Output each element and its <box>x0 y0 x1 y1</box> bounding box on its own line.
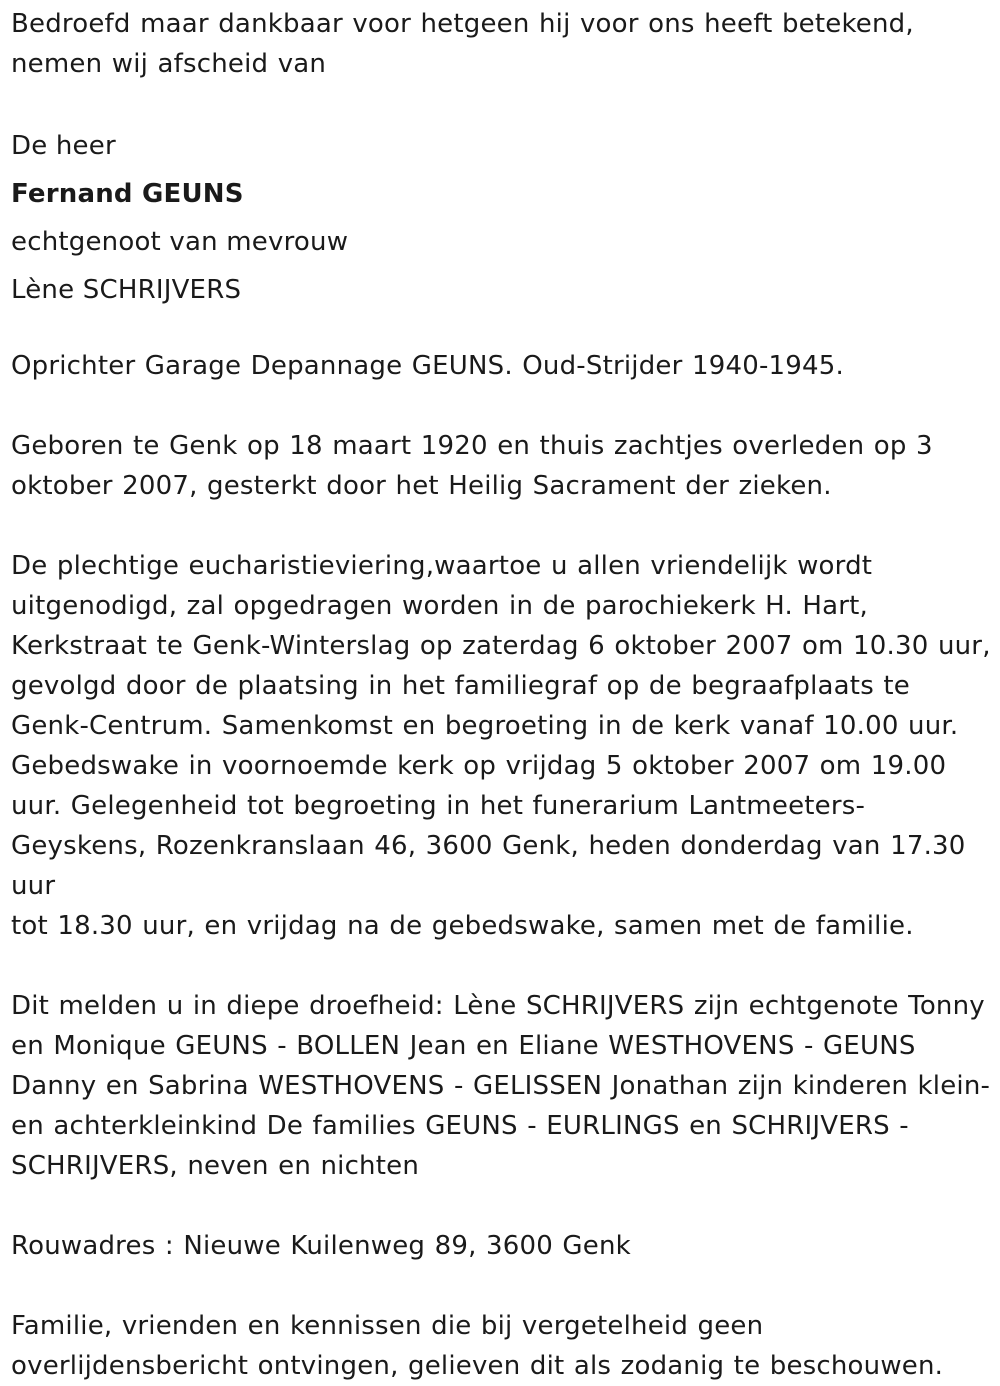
spacer <box>11 1186 993 1226</box>
family-text: Dit melden u in diepe droefheid: Lène SCHRIJVERS zijn echtgenote Tonny en Monique GEUNS - BOLLEN Jean en Eliane WESTHOVENS - GEUNS Danny en Sabrina WESTHOVENS - GELISSEN Jonathan zijn kinderen klein- en achterkleinkind De families GEUNS - EURLINGS en SCHRIJVERS - SCHRIJVERS, neven en nichten <box>11 991 991 1181</box>
spacer <box>11 314 993 346</box>
deceased-name: Fernand GEUNS <box>11 179 244 209</box>
ceremony-text: De plechtige eucharistieviering,waartoe u allen vriendelijk wordt uitgenodigd, zal opgedragen worden in de parochiekerk H. Hart, Kerkstraat te Genk-Winterslag op zaterdag 6 oktober 2007 om 10.30 uur, gevolgd door de plaatsing in het familiegraf op de begraafplaats te Genk-Centrum. Samenkomst en begroeting in de kerk vanaf 10.00 uur. Gebedswake in voornoemde kerk op vrijdag 5 oktober 2007 om 19.00 uur. Gelegenheid tot begroeting in het funerarium Lantmeeters- Geyskens, Rozenkranslaan 46, 3600 Genk, heden donderdag van 17.30 uur tot 18.30 uur, en vrijdag na de gebedswake, samen met de familie. <box>11 551 991 941</box>
occupation-text: Oprichter Garage Depannage GEUNS. Oud-Strijder 1940-1945. <box>11 351 844 381</box>
intro-text: Bedroefd maar dankbaar voor hetgeen hij voor ons heeft betekend, nemen wij afscheid van <box>11 9 914 79</box>
spouse-label: echtgenoot van mevrouw <box>11 227 349 257</box>
obituary-document <box>11 4 993 1386</box>
spacer <box>11 506 993 546</box>
address-text: Rouwadres : Nieuwe Kuilenweg 89, 3600 Genk <box>11 1231 631 1261</box>
birth-death-text: Geboren te Genk op 18 maart 1920 en thuis zachtjes overleden op 3 oktober 2007, gesterkt door het Heilig Sacrament der zieken. <box>11 431 933 501</box>
spouse-name: Lène SCHRIJVERS <box>11 275 242 305</box>
spacer <box>11 84 993 122</box>
spacer <box>11 946 993 986</box>
spacer <box>11 386 993 426</box>
closing-text: Familie, vrienden en kennissen die bij vergetelheid geen overlijdensbericht ontvingen, gelieven dit als zodanig te beschouwen. <box>11 1311 944 1381</box>
salutation: De heer <box>11 131 116 161</box>
spacer <box>11 1266 993 1306</box>
